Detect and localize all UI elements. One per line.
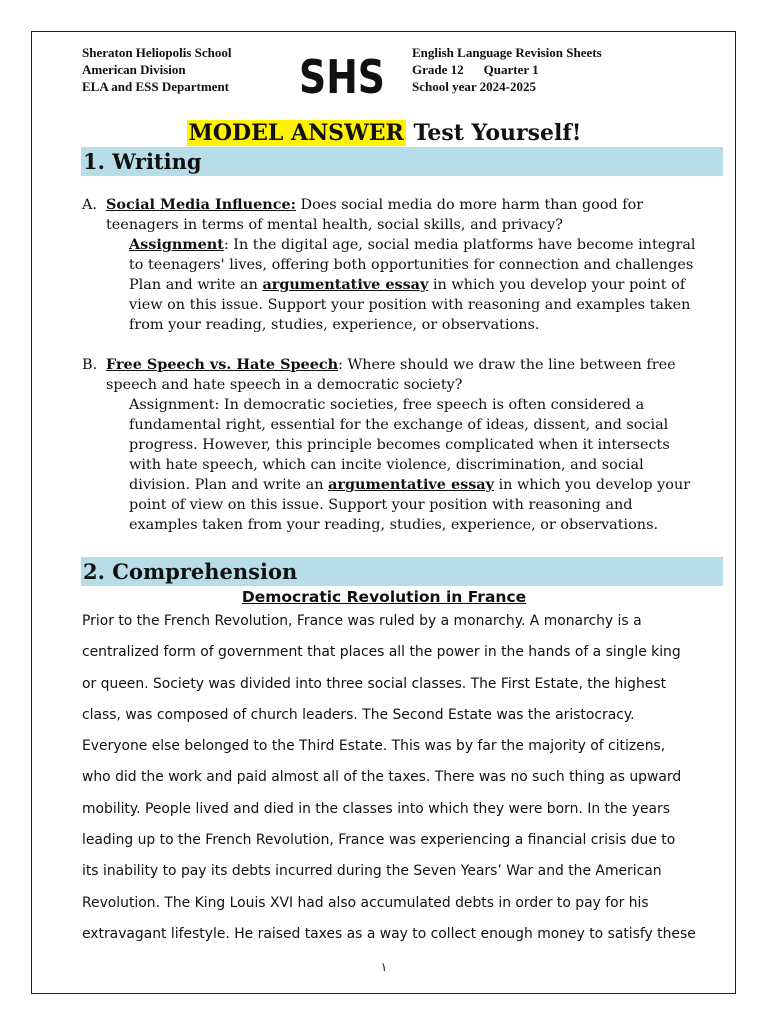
item-b-question-2: speech and hate speech in a democratic society? [106,377,463,393]
passage-line: or queen. Society was divided into three social classes. The First Estate, the highest [82,675,667,692]
item-a-label: A. [82,197,97,213]
department-name: ELA and ESS Department [82,79,229,94]
title-rest: Test Yourself! [405,120,582,146]
school-logo [298,46,386,104]
passage-line: Prior to the French Revolution, France was ruled by a monarchy. A monarchy is a [82,613,642,629]
writing-section-heading: 1. Writing [81,147,723,176]
passage-line: Revolution. The King Louis XVI had also accumulated debts in order to pay for his [82,894,649,911]
item-a-assignment-1: : In the digital age, social media platforms have become integral [223,237,696,253]
item-a-question-1: Does social media do more harm than good for [295,197,644,213]
passage-line: extravagant lifestyle. He raised taxes as a way to collect enough money to satisfy these [82,925,696,942]
passage-title: Democratic Revolution in France [241,588,527,606]
page-title [0,119,768,147]
item-a-assignment-2: to teenagers' lives, offering both opportunities for connection and challenges [129,257,694,273]
item-b-assignment-2: fundamental right, essential for the exchange of ideas, dissent, and social [129,417,669,433]
item-b-assignment-5b: in which you develop your [494,477,691,493]
passage-line: leading up to the French Revolution, France was experiencing a financial crisis due to [82,832,676,849]
passage-text [82,606,732,950]
passage-line: class, was composed of church leaders. The Second Estate was the aristocracy. [82,706,635,723]
item-b-essay-term: argumentative essay [328,476,494,493]
item-a-assignment-3b: in which you develop your point of [428,277,686,293]
logo-text: SHS [299,50,385,104]
item-a-topic: Social Media Influence: [106,196,296,213]
writing-item-b [82,355,732,535]
grade-quarter-line [412,61,602,78]
model-answer-highlight: MODEL ANSWER [188,120,404,146]
item-b-label: B. [82,357,98,373]
item-a-assignment-5: from your reading, studies, experience, or observations. [129,317,540,333]
item-a-question-2: teenagers in terms of mental health, social skills, and privacy? [106,217,564,233]
page-number: ١ [380,960,388,974]
passage-line: centralized form of government that places all the power in the hands of a single king [82,644,681,661]
school-year: School year 2024-2025 [412,79,536,94]
passage-line: who did the work and paid almost all of the taxes. There was no such thing as upward [82,769,682,786]
item-b-assignment-3: progress. However, this principle becomes complicated when it intersects [129,437,670,453]
item-a-assignment-label: Assignment [129,236,224,253]
school-info [82,44,232,95]
passage-line: its inability to pay its debts incurred during the Seven Years’ War and the American [82,863,662,880]
item-b-topic: Free Speech vs. Hate Speech [106,356,339,373]
grade-label: Grade 12 [412,62,464,77]
sheet-title: English Language Revision Sheets [412,45,602,60]
quarter-label: Quarter 1 [483,62,539,77]
passage-line: mobility. People lived and died in the classes into which they were born. In the years [82,800,670,817]
item-b-assignment-6: point of view on this issue. Support your position with reasoning and [129,497,633,513]
item-a-essay-term: argumentative essay [262,276,429,293]
item-a-assignment-4: view on this issue. Support your position with reasoning and examples taken [129,297,691,313]
division-name: American Division [82,62,186,77]
sheet-info [412,44,602,95]
item-b-assignment-1: Assignment: In democratic societies, free speech is often considered a [129,397,645,413]
item-b-assignment-5a: division. Plan and write an [129,477,329,493]
writing-item-a [82,195,732,335]
school-name: Sheraton Heliopolis School [82,45,232,60]
item-b-question-1: : Where should we draw the line between free [338,357,676,373]
comprehension-section-heading: 2. Comprehension [81,557,723,586]
item-b-assignment-7: examples taken from your reading, studies, experience, or observations. [129,517,659,533]
item-b-assignment-4: with hate speech, which can incite violence, discrimination, and social [129,457,644,473]
item-a-assignment-3a: Plan and write an [129,277,263,293]
passage-line: Everyone else belonged to the Third Estate. This was by far the majority of citizens, [82,738,666,755]
